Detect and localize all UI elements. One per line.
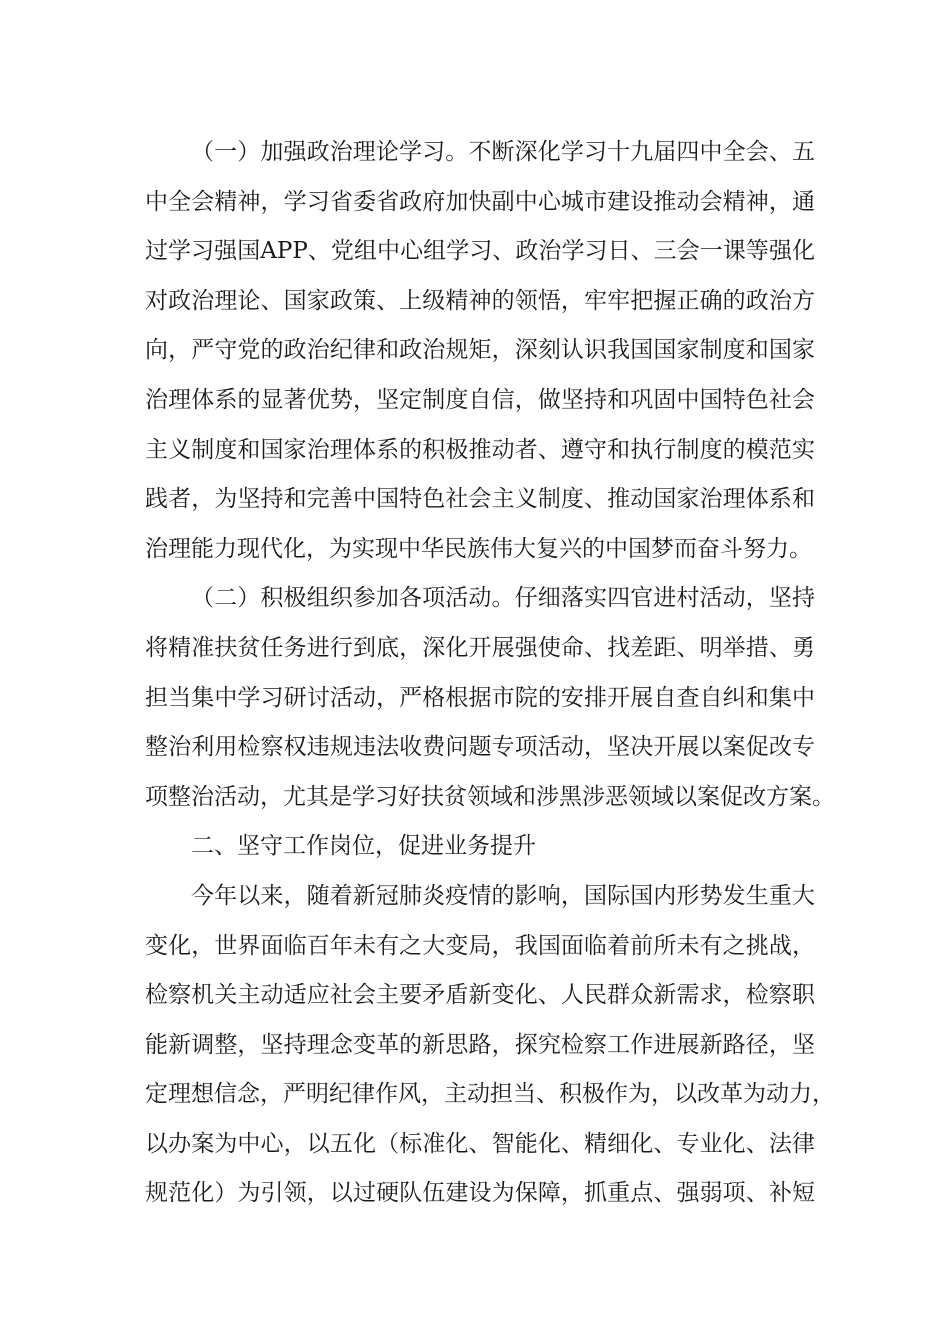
text-line: 过学习强国APP、党组中心组学习、政治学习日、三会一课等强化 xyxy=(145,238,815,265)
text-line: 定理想信念，严明纪律作风，主动担当、积极作为，以改革为动力， xyxy=(145,1081,835,1108)
text-line: 对政治理论、国家政策、上级精神的领悟，牢牢把握正确的政治方 xyxy=(145,287,815,314)
text-line: 规范化）为引领，以过硬队伍建设为保障，抓重点、强弱项、补短 xyxy=(145,1180,815,1207)
text-line: 以办案为中心，以五化（标准化、智能化、精细化、专业化、法律 xyxy=(145,1130,815,1157)
text-line: 担当集中学习研讨活动，严格根据市院的安排开展自查自纠和集中 xyxy=(145,684,815,711)
section-heading: 二、坚守工作岗位，促进业务提升 xyxy=(191,833,536,860)
text-line: 检察机关主动适应社会主要矛盾新变化、人民群众新需求，检察职 xyxy=(145,982,815,1009)
text-line: 能新调整，坚持理念变革的新思路，探究检察工作进展新路径，坚 xyxy=(145,1031,815,1058)
text-line: 向，严守党的政治纪律和政治规矩，深刻认识我国国家制度和国家 xyxy=(145,337,815,364)
text-line: 项整治活动，尤其是学习好扶贫领域和涉黑涉恶领域以案促改方案。 xyxy=(145,783,835,810)
text-line: （二）积极组织参加各项活动。仔细落实四官进村活动，坚持 xyxy=(191,585,815,612)
text-line: 变化，世界面临百年未有之大变局，我国面临着前所未有之挑战， xyxy=(145,932,815,959)
text-line: 主义制度和国家治理体系的积极推动者、遵守和执行制度的模范实 xyxy=(145,436,815,463)
text-line: （一）加强政治理论学习。不断深化学习十九届四中全会、五 xyxy=(191,139,815,165)
text-line: 治理能力现代化，为实现中华民族伟大复兴的中国梦而奋斗努力。 xyxy=(145,535,812,562)
text-line: 治理体系的显著优势，坚定制度自信，做坚持和巩固中国特色社会 xyxy=(145,386,815,413)
document-body xyxy=(145,128,835,1219)
text-line: 整治利用检察权违规违法收费问题专项活动，坚决开展以案促改专 xyxy=(145,734,815,761)
text-line: 将精准扶贫任务进行到底，深化开展强使命、找差距、明举措、勇 xyxy=(145,634,815,661)
text-line: 中全会精神，学习省委省政府加快副中心城市建设推动会精神，通 xyxy=(145,188,815,215)
text-line: 践者，为坚持和完善中国特色社会主义制度、推动国家治理体系和 xyxy=(145,486,815,513)
text-line: 今年以来，随着新冠肺炎疫情的影响，国际国内形势发生重大 xyxy=(191,882,815,909)
